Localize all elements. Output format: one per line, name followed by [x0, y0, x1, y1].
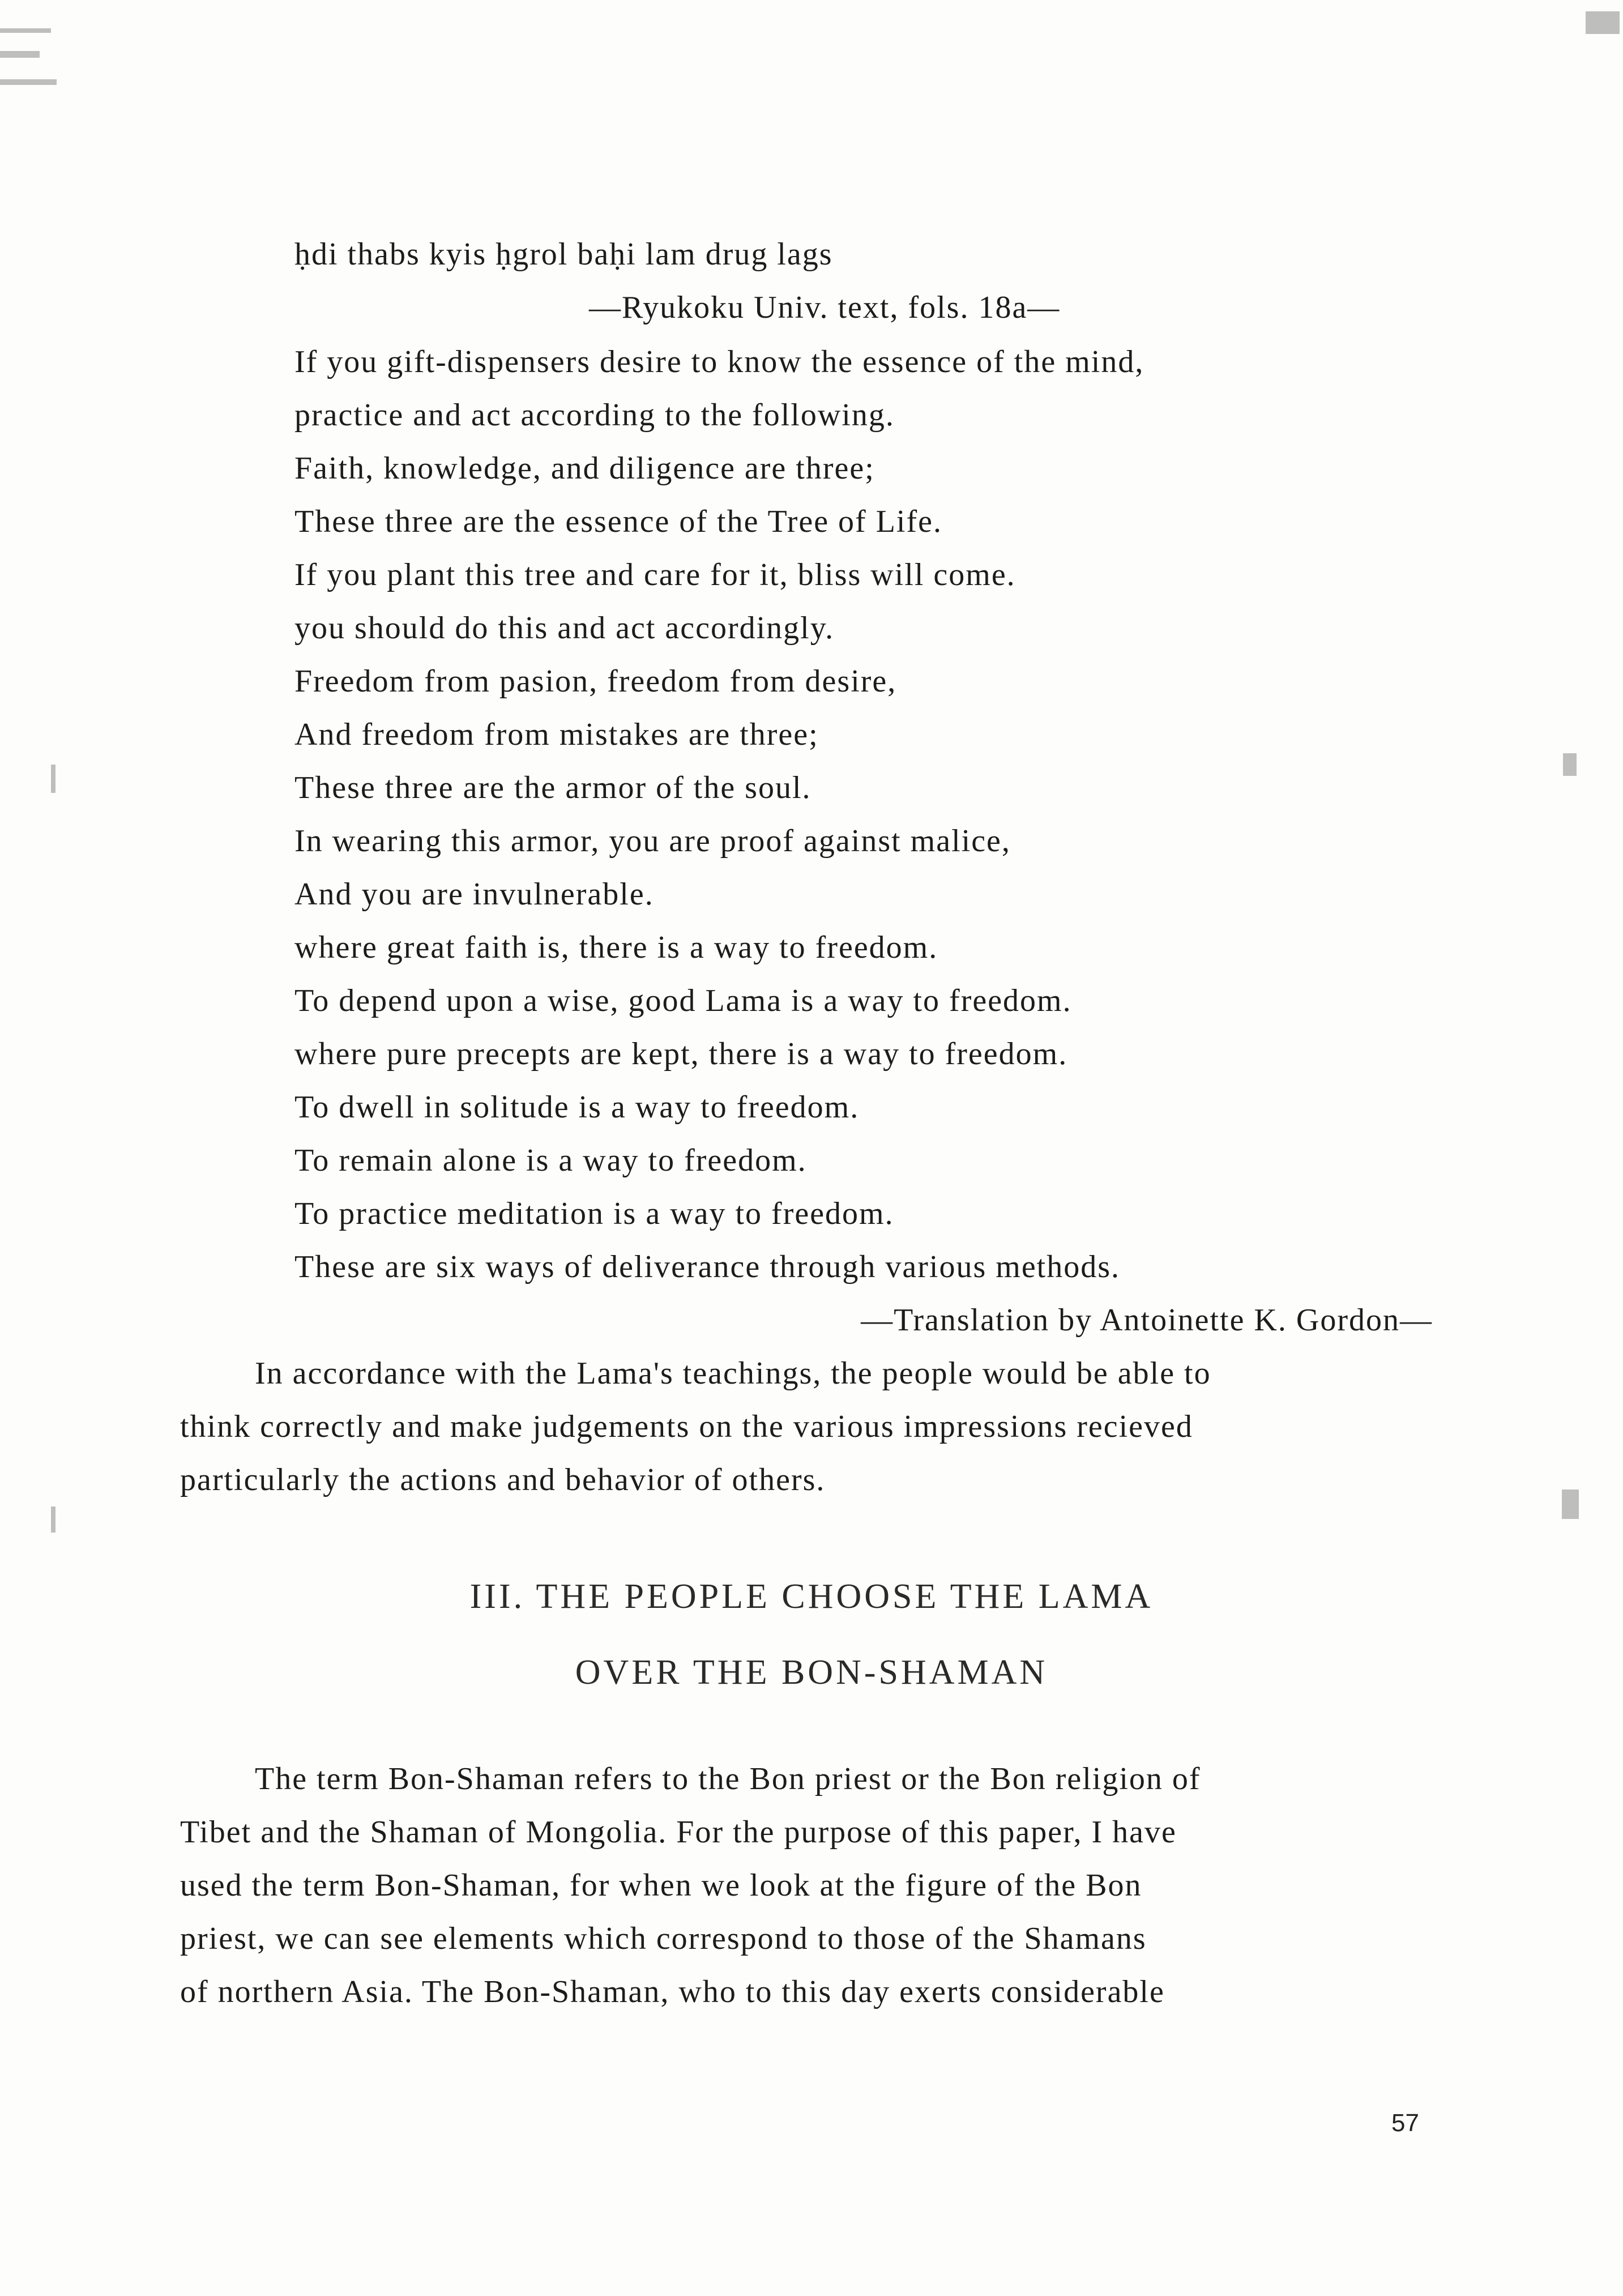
verse-line: To practice meditation is a way to freedom.	[294, 1196, 894, 1231]
scan-artifact	[0, 51, 40, 58]
verse-line: where pure precepts are kept, there is a way to freedom.	[294, 1036, 1068, 1072]
verse-line: These are six ways of deliverance through various methods.	[294, 1249, 1121, 1284]
paragraph-line: In accordance with the Lama's teachings, the people would be able to	[255, 1356, 1211, 1391]
verse-line: Faith, knowledge, and diligence are three;	[294, 451, 875, 486]
translation-attribution: —Translation by Antoinette K. Gordon—	[861, 1303, 1433, 1338]
scan-artifact	[51, 765, 55, 793]
verse-line: you should do this and act accordingly.	[294, 611, 835, 646]
verse-line: In wearing this armor, you are proof against malice,	[294, 823, 1011, 859]
scan-artifact	[1563, 753, 1577, 776]
paragraph-line: think correctly and make judgements on the various impressions recieved	[180, 1409, 1193, 1444]
verse-line: If you gift-dispensers desire to know the essence of the mind,	[294, 344, 1144, 379]
paragraph-line: The term Bon-Shaman refers to the Bon priest or the Bon religion of	[255, 1761, 1201, 1796]
scan-artifact	[0, 28, 51, 33]
paragraph-line: of northern Asia. The Bon-Shaman, who to this day exerts considerable	[180, 1974, 1165, 2009]
verse-line: Freedom from pasion, freedom from desire,	[294, 664, 897, 699]
paragraph-line: used the term Bon-Shaman, for when we look at the figure of the Bon	[180, 1868, 1142, 1903]
verse-line: To dwell in solitude is a way to freedom.	[294, 1090, 860, 1125]
transliteration-line: ḥdi thabs kyis ḥgrol baḥi lam drug lags	[294, 237, 833, 272]
verse-line: To remain alone is a way to freedom.	[294, 1143, 807, 1178]
source-attribution: —Ryukoku Univ. text, fols. 18a—	[589, 290, 1061, 325]
scan-artifact	[0, 79, 57, 85]
page-number: 57	[1391, 2109, 1419, 2137]
section-heading-line1: III. THE PEOPLE CHOOSE THE LAMA	[469, 1577, 1154, 1616]
verse-line: practice and act according to the following.	[294, 398, 895, 433]
paragraph-line: particularly the actions and behavior of others.	[180, 1462, 826, 1497]
scan-artifact	[1562, 1490, 1579, 1519]
verse-line: If you plant this tree and care for it, bliss will come.	[294, 557, 1016, 592]
verse-line: where great faith is, there is a way to freedom.	[294, 930, 938, 965]
scan-artifact	[51, 1507, 55, 1533]
scan-artifact	[1586, 11, 1620, 34]
verse-line: These three are the armor of the soul.	[294, 770, 812, 805]
verse-line: These three are the essence of the Tree of Life.	[294, 504, 942, 539]
section-heading-line2: OVER THE BON-SHAMAN	[575, 1653, 1048, 1692]
paragraph-line: Tibet and the Shaman of Mongolia. For the purpose of this paper, I have	[180, 1815, 1177, 1850]
verse-line: To depend upon a wise, good Lama is a way to freedom.	[294, 983, 1072, 1018]
paragraph-line: priest, we can see elements which correspond to those of the Shamans	[180, 1921, 1147, 1956]
verse-line: And you are invulnerable.	[294, 877, 654, 912]
verse-line: And freedom from mistakes are three;	[294, 717, 819, 752]
